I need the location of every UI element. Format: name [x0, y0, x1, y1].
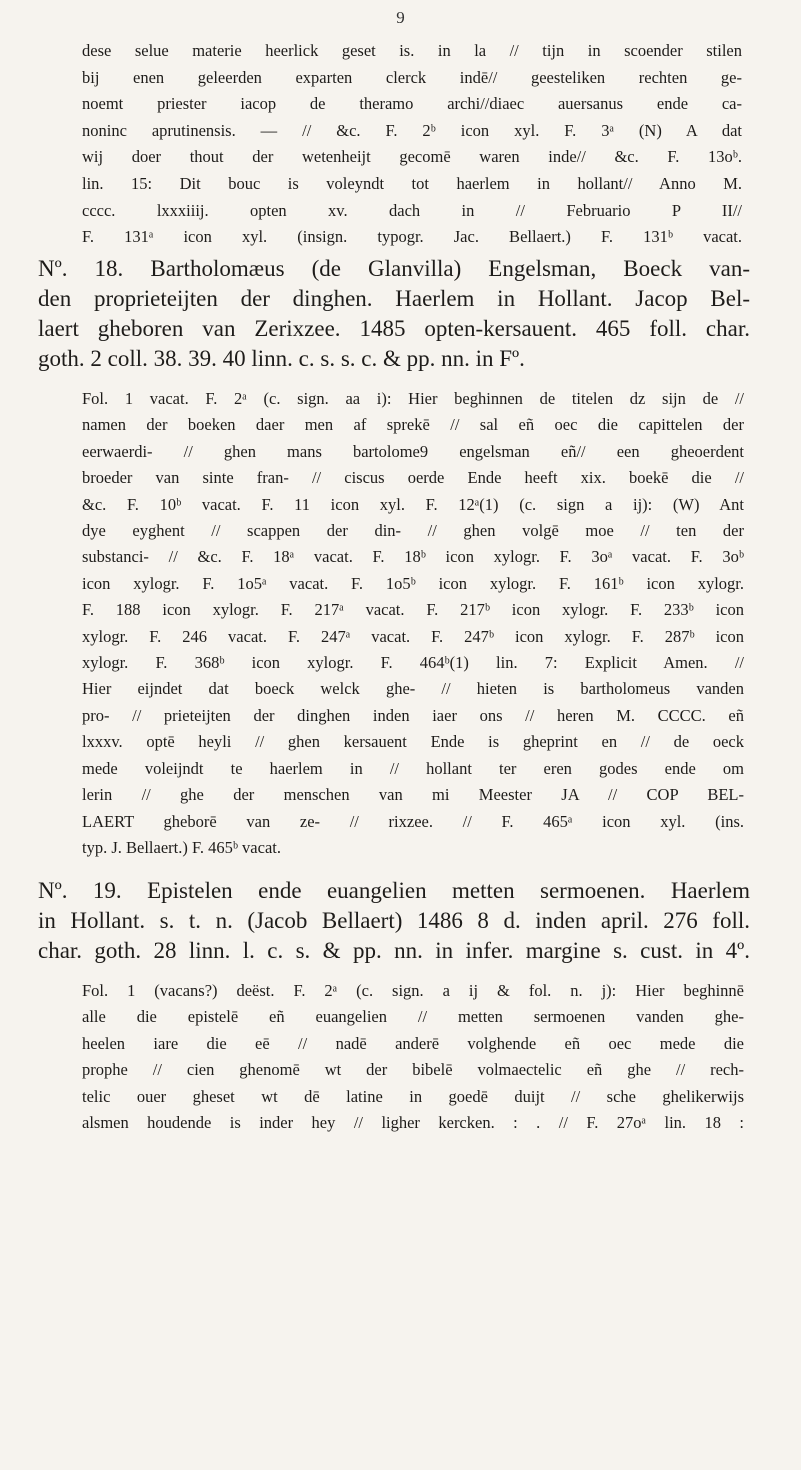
heading-line: in Hollant. s. t. n. (Jacob Bellaert) 1486 8 d. inden april. 276 foll. [38, 908, 750, 933]
body-line: typ. J. Bellaert.) F. 465ᵇ vacat. [82, 837, 281, 857]
body-line: namen der boeken daer men af sprekē // sal eñ oec die capittelen der [82, 415, 744, 435]
body-line: heelen iare die eē // nadē anderē volghende eñ oec mede die [82, 1033, 744, 1053]
text-line: lin. 15: Dit bouc is voleyndt tot haerlem in hollant// Anno M. [82, 173, 742, 193]
body-line: &c. F. 10ᵇ vacat. F. 11 icon xyl. F. 12ᵃ(1) (c. sign a ij): (W) Ant [82, 494, 744, 514]
body-line: xylogr. F. 368ᵇ icon xylogr. F. 464ᵇ(1) lin. 7: Explicit Amen. // [82, 653, 744, 673]
body-line: alsmen houdende is inder hey // ligher kercken. : . // F. 27oᵃ lin. 18 : [82, 1113, 744, 1133]
heading-line: laert gheboren van Zerixzee. 1485 opten-kersauent. 465 foll. char. [38, 316, 750, 341]
body-line: dye eyghent // scappen der din- // ghen volgē moe // ten der [82, 521, 744, 541]
body-line: LAERT gheborē van ze- // rixzee. // F. 465ᵃ icon xyl. (ins. [82, 811, 744, 831]
heading-line: Nº. 18. Bartholomæus (de Glanvilla) Engelsman, Boeck van- [38, 256, 750, 281]
text-line: noninc aprutinensis. — // &c. F. 2ᵇ icon xyl. F. 3ᵃ (N) A dat [82, 120, 742, 140]
body-line: prophe // cien ghenomē wt der bibelē volmaectelic eñ ghe // rech- [82, 1060, 744, 1080]
body-line: alle die epistelē eñ euangelien // metten sermoenen vanden ghe- [82, 1007, 744, 1027]
body-line: xylogr. F. 246 vacat. F. 247ᵃ vacat. F. 247ᵇ icon xylogr. F. 287ᵇ icon [82, 626, 744, 646]
heading-line: den proprieteijten der dinghen. Haerlem in Hollant. Jacop Bel- [38, 286, 750, 311]
body-line: lerin // ghe der menschen van mi Meester JA // COP BEL- [82, 785, 744, 805]
body-line: Fol. 1 (vacans?) deëst. F. 2ᵃ (c. sign. a ij & fol. n. j): Hier beghinnē [82, 981, 744, 1000]
intro-text-block [82, 38, 742, 251]
entry-19-body [82, 978, 744, 1136]
text-line: dese selue materie heerlick geset is. in la // tijn in scoender stilen [82, 41, 742, 60]
body-line: telic ouer gheset wt dē latine in goedē duijt // sche ghelikerwijs [82, 1086, 744, 1106]
text-line: noemt priester iacop de theramo archi//diaec auersanus ende ca- [82, 94, 742, 114]
text-line: cccc. lxxxiiij. opten xv. dach in // Februario P II// [82, 200, 742, 220]
body-line: eerwaerdi- // ghen mans bartolome9 engelsman eñ// een gheoerdent [82, 441, 744, 461]
body-line: substanci- // &c. F. 18ᵃ vacat. F. 18ᵇ icon xylogr. F. 3oᵃ vacat. F. 3oᵇ [82, 547, 744, 567]
body-line: broeder van sinte fran- // ciscus oerde Ende heeft xix. boekē die // [82, 468, 744, 488]
body-line: Fol. 1 vacat. F. 2ᵃ (c. sign. aa i): Hier beghinnen de titelen dz sijn de // [82, 389, 744, 408]
body-line: lxxxv. optē heyli // ghen kersauent Ende is gheprint en // de oeck [82, 732, 744, 752]
body-line: pro- // prieteijten der dinghen inden iaer ons // heren M. CCCC. eñ [82, 705, 744, 725]
entry-18-heading [38, 254, 750, 374]
heading-line: Nº. 19. Epistelen ende euangelien metten sermoenen. Haerlem [38, 878, 750, 903]
heading-line: char. goth. 28 linn. l. c. s. & pp. nn. in infer. margine s. cust. in 4º. [38, 938, 750, 963]
text-line: wij doer thout der wetenheijt gecomē waren inde// &c. F. 13oᵇ. [82, 147, 742, 167]
body-line: mede voleijndt te haerlem in // hollant ter eren godes ende om [82, 758, 744, 778]
entry-18-body [82, 386, 744, 861]
text-line: F. 131ᵃ icon xyl. (insign. typogr. Jac. Bellaert.) F. 131ᵇ vacat. [82, 227, 742, 247]
body-line: icon xylogr. F. 1o5ᵃ vacat. F. 1o5ᵇ icon xylogr. F. 161ᵇ icon xylogr. [82, 573, 744, 593]
entry-19-heading [38, 876, 750, 966]
text-line: bij enen geleerden exparten clerck indē// geesteliken rechten ge- [82, 67, 742, 87]
page-number: 9 [396, 8, 405, 27]
body-line: Hier eijndet dat boeck welck ghe- // hieten is bartholomeus vanden [82, 679, 744, 699]
body-line: F. 188 icon xylogr. F. 217ᵃ vacat. F. 217ᵇ icon xylogr. F. 233ᵇ icon [82, 600, 744, 620]
heading-line: goth. 2 coll. 38. 39. 40 linn. c. s. s. c. & pp. nn. in Fº. [38, 346, 525, 371]
